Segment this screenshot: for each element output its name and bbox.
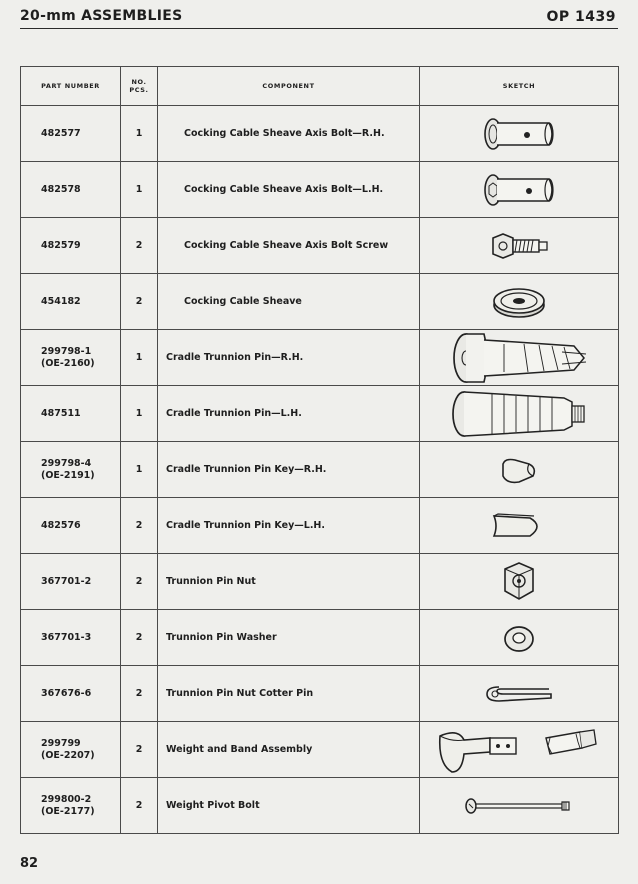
sketch-cell [420, 218, 619, 274]
table-row [21, 498, 619, 554]
part-number: 367676-6 [41, 687, 92, 699]
part-number-cell [21, 218, 121, 274]
component-name: Trunnion Pin Washer [158, 610, 420, 666]
part-number-alt: (OE-2191) [41, 469, 95, 481]
nut-icon [489, 559, 549, 605]
table-row [21, 610, 619, 666]
part-number: 299799 [41, 737, 81, 749]
table-row [21, 162, 619, 218]
sketch-cell [420, 722, 619, 778]
table-row [21, 330, 619, 386]
part-number: 482578 [41, 183, 81, 195]
component-name: Cocking Cable Sheave Axis Bolt Screw [158, 218, 420, 274]
part-number: 482577 [41, 127, 81, 139]
key-icon [484, 506, 554, 546]
sketch-cell [420, 554, 619, 610]
part-number-alt: (OE-2160) [41, 357, 95, 369]
sketch-cell [420, 610, 619, 666]
quantity: 2 [121, 498, 158, 554]
part-number-alt: (OE-2207) [41, 749, 95, 761]
table-row [21, 274, 619, 330]
sketch-cell [420, 330, 619, 386]
pivot-bolt-icon [459, 794, 579, 818]
part-number-cell [21, 778, 121, 834]
part-number-cell [21, 162, 121, 218]
quantity: 2 [121, 778, 158, 834]
document-code: OP 1439 [546, 9, 616, 25]
component-name: Cradle Trunnion Pin Key—L.H. [158, 498, 420, 554]
component-name: Trunnion Pin Nut Cotter Pin [158, 666, 420, 722]
component-name: Weight Pivot Bolt [158, 778, 420, 834]
quantity: 2 [121, 666, 158, 722]
table-row [21, 666, 619, 722]
bolt-icon [479, 170, 559, 210]
quantity: 1 [121, 330, 158, 386]
component-name: Cradle Trunnion Pin—L.H. [158, 386, 420, 442]
table-header-row [21, 67, 619, 106]
sketch-cell [420, 778, 619, 834]
trunnion-pin-icon [444, 388, 594, 440]
quantity: 1 [121, 386, 158, 442]
quantity: 1 [121, 162, 158, 218]
part-number-cell [21, 106, 121, 162]
part-number-cell [21, 666, 121, 722]
part-number-cell [21, 442, 121, 498]
component-name: Cocking Cable Sheave [158, 274, 420, 330]
quantity: 2 [121, 274, 158, 330]
part-number: 367701-2 [41, 575, 92, 587]
trunnion-pin-icon [444, 332, 594, 384]
table-row [21, 106, 619, 162]
part-number: 299798-4 [41, 457, 92, 469]
part-number-cell [21, 722, 121, 778]
part-number-cell [21, 498, 121, 554]
part-number: 299800-2 [41, 793, 92, 805]
quantity: 2 [121, 610, 158, 666]
sketch-cell [420, 498, 619, 554]
page-title: 20-mm ASSEMBLIES [20, 8, 183, 24]
table-row [21, 386, 619, 442]
quantity: 2 [121, 722, 158, 778]
component-name: Cocking Cable Sheave Axis Bolt—L.H. [158, 162, 420, 218]
quantity: 2 [121, 554, 158, 610]
part-number-cell [21, 554, 121, 610]
part-number: 482576 [41, 519, 81, 531]
part-number-cell [21, 274, 121, 330]
part-number: 299798-1 [41, 345, 92, 357]
part-number: 454182 [41, 295, 81, 307]
col-header-pcs-line1: NO. [131, 78, 147, 86]
part-number-cell [21, 386, 121, 442]
table-row [21, 442, 619, 498]
page-number: 82 [20, 856, 39, 871]
sketch-cell [420, 162, 619, 218]
quantity: 1 [121, 442, 158, 498]
part-number: 367701-3 [41, 631, 92, 643]
sketch-cell [420, 106, 619, 162]
header-rule [20, 28, 618, 29]
sketch-cell [420, 666, 619, 722]
component-name: Trunnion Pin Nut [158, 554, 420, 610]
component-name: Cradle Trunnion Pin Key—R.H. [158, 442, 420, 498]
table-row [21, 778, 619, 834]
part-number: 482579 [41, 239, 81, 251]
weight-band-icon [434, 724, 604, 776]
component-name: Cradle Trunnion Pin—R.H. [158, 330, 420, 386]
washer-icon [494, 620, 544, 656]
part-number-cell [21, 330, 121, 386]
part-number-cell [21, 610, 121, 666]
col-header-sketch: SKETCH [420, 67, 619, 106]
sketch-cell [420, 442, 619, 498]
sheave-icon [479, 282, 559, 322]
col-header-pcs-line2: PCS. [129, 86, 149, 94]
part-number: 487511 [41, 407, 81, 419]
sketch-cell [420, 274, 619, 330]
table-row [21, 218, 619, 274]
col-header-pcs [121, 67, 158, 106]
screw-icon [479, 228, 559, 264]
bolt-icon [479, 114, 559, 154]
part-number-alt: (OE-2177) [41, 805, 95, 817]
cotter-pin-icon [479, 679, 559, 709]
quantity: 1 [121, 106, 158, 162]
col-header-component: COMPONENT [158, 67, 420, 106]
col-header-part-number: PART NUMBER [21, 67, 121, 106]
quantity: 2 [121, 218, 158, 274]
key-icon [489, 452, 549, 488]
sketch-cell [420, 386, 619, 442]
table-row [21, 722, 619, 778]
table-row [21, 554, 619, 610]
parts-table [20, 66, 619, 834]
component-name: Weight and Band Assembly [158, 722, 420, 778]
component-name: Cocking Cable Sheave Axis Bolt—R.H. [158, 106, 420, 162]
